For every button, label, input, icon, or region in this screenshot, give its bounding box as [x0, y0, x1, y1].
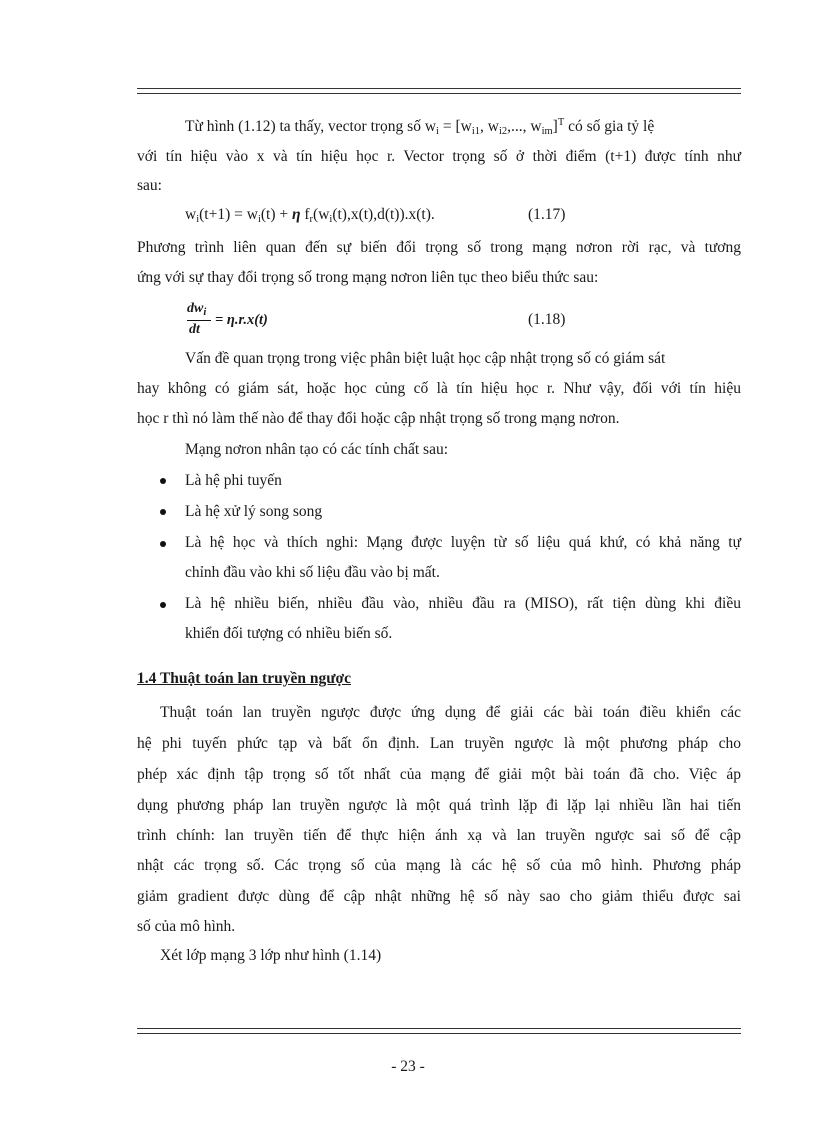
paragraph-6: Xét lớp mạng 3 lớp như hình (1.14) [160, 947, 382, 964]
bullet-dot [160, 602, 166, 608]
paragraph-5-line-8: số của mô hình. [137, 918, 236, 935]
paragraph-1-line-2: với tín hiệu vào x và tín hiệu học r. Vector trọng số ở thời điểm (t+1) được tính như [137, 148, 741, 165]
paragraph-5-line-2: hệ phi tuyến phức tạp và bất ổn định. Lan truyền ngược là một phương pháp cho [137, 735, 741, 752]
list-item-continuation: chỉnh đầu vào khi số liệu đầu vào bị mất. [185, 564, 440, 581]
bullet-dot [160, 541, 166, 547]
paragraph-2-line-1: Phương trình liên quan đến sự biến đổi trọng số trong mạng nơron rời rạc, và tương [137, 239, 741, 256]
equation-1-17-number: (1.17) [528, 206, 566, 223]
paragraph-5-line-5: trình chính: lan truyền tiến để thực hiện ánh xạ và lan truyền ngược sai số để cập [137, 827, 741, 844]
bullet-dot [160, 478, 166, 484]
bullet-dot [160, 509, 166, 515]
page-number: - 23 - [391, 1058, 425, 1075]
paragraph-5-line-4: dụng phương pháp lan truyền ngược là một quá trình lặp đi lặp lại nhiều lần hai tiến [137, 797, 741, 814]
list-item: Là hệ xử lý song song [185, 503, 323, 520]
paragraph-5-line-1: Thuật toán lan truyền ngược được ứng dụng để giải các bài toán điều khiển các [160, 704, 741, 721]
list-item-continuation: khiển đối tượng có nhiều biến số. [185, 625, 393, 642]
list-item: Là hệ phi tuyến [185, 472, 282, 489]
paragraph-1-line-3: sau: [137, 177, 162, 194]
paragraph-3-line-3: học r thì nó làm thế nào để thay đổi hoặc cập nhật trọng số trong mạng nơron. [137, 410, 620, 427]
paragraph-3-line-2: hay không có giám sát, hoặc học củng cố là tín hiệu học r. Như vậy, đối với tín hiệu [137, 380, 741, 397]
list-item: Là hệ nhiều biến, nhiều đầu vào, nhiều đầu ra (MISO), rất tiện dùng khi điều [185, 595, 741, 612]
equation-1-18-denominator: dt [189, 322, 200, 337]
paragraph-3-line-1: Vấn đề quan trọng trong việc phân biệt luật học cập nhật trọng số có giám sát [185, 350, 666, 367]
header-double-rule [137, 88, 741, 94]
equation-1-18-number: (1.18) [528, 311, 566, 328]
paragraph-5-line-3: phép xác định tập trọng số tốt nhất của mạng để giải một bài toán đã cho. Việc áp [137, 766, 741, 783]
equation-1-18-fraction [187, 301, 211, 339]
fraction-bar [187, 320, 211, 321]
list-item: Là hệ học và thích nghi: Mạng được luyện từ số liệu quá khứ, có khả năng tự [185, 534, 741, 551]
paragraph-1-line-1: Từ hình (1.12) ta thấy, vector trọng số $w_i = [w_{i1}$, $w_{i2}$,..., $w_{im}]^T$ có số gia tỷ lệ [185, 117, 655, 137]
equation-1-18-numerator: $dw_i$ [187, 301, 207, 318]
equation-1-17: $w_i(t+1) = w_i(t) + \eta$ $f_r(w_i(t),x(t),d(t)).x(t)$. [185, 206, 435, 225]
paragraph-2-line-2: ứng với sự thay đổi trọng số trong mạng nơron liên tục theo biểu thức sau: [137, 269, 599, 286]
section-heading: 1.4 Thuật toán lan truyền ngược [137, 670, 351, 687]
paragraph-5-line-7: giảm gradient được dùng để cập nhật những hệ số này sao cho giảm thiểu được sai [137, 888, 741, 905]
paragraph-4: Mạng nơron nhân tạo có các tính chất sau: [185, 441, 449, 458]
paragraph-5-line-6: nhật các trọng số. Các trọng số của mạng là các hệ số của mô hình. Phương pháp [137, 857, 741, 874]
footer-double-rule [137, 1028, 741, 1034]
equation-1-18-rhs: = η.r.x(t) [215, 312, 268, 328]
